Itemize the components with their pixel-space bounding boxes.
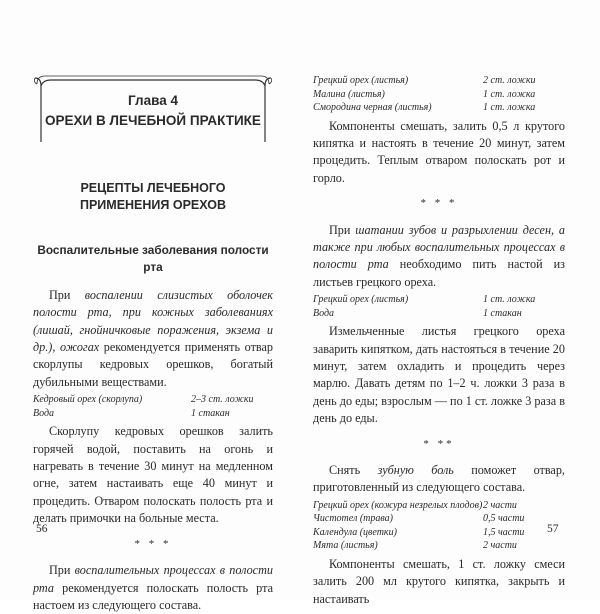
left-page: [33, 72, 273, 614]
ingredient-name: Вода: [33, 407, 55, 419]
recipe-row: [313, 512, 565, 526]
paragraph: [313, 222, 565, 292]
section-title-line2: ПРИМЕНЕНИЯ ОРЕХОВ: [79, 198, 227, 212]
ingredient-name: Кедровый орех (скорлупа): [33, 394, 143, 406]
page-number-left: 56: [36, 523, 48, 535]
ingredient-name: Смородина черная (листья): [313, 102, 432, 113]
ingredient-qty: 1 стакан: [191, 407, 230, 419]
text-run: При: [329, 222, 356, 237]
subsection-title: Воспалительные заболевания полости рта: [37, 243, 269, 275]
section-divider: * * *: [134, 537, 172, 550]
text-run: При: [49, 563, 75, 578]
recipe-row: [313, 526, 565, 540]
ingredient-name: Грецкий орех (листья): [313, 75, 409, 86]
ingredient-name: Грецкий орех (листья): [313, 294, 409, 306]
ingredient-qty: 1 стакан: [483, 307, 522, 319]
ingredient-name: Календула (цветки): [313, 526, 397, 538]
paragraph: Компоненты смешать, 1 ст. ложку смеси залить 200 мл крутого кипятка, закрыть и настаивать: [313, 556, 565, 606]
recipe-list: [313, 293, 565, 320]
section-title-line1: РЕЦЕПТЫ ЛЕЧЕБНОГО: [80, 181, 226, 195]
chapter-banner: [33, 72, 273, 142]
recipe-row: [33, 393, 273, 407]
ingredient-qty: 1,5 части: [483, 526, 525, 538]
paragraph: Измельченные листья грецкого ореха заварить кипятком, дать настояться в течение 20 минут, затем охладить и процедить через марлю. Давать детям по 1–2 ч. ложки 3 раза в день до еды; взрослым — по 1 ст. ложке 3 раза в день до еды.: [313, 324, 565, 426]
ingredient-name: Вода: [313, 307, 335, 319]
text-run: необходимо пить настой из листьев грецкого ореха.: [313, 257, 565, 289]
recipe-list: [33, 393, 273, 420]
text-run: Снять: [329, 463, 378, 477]
text-run-italic: зубную боль: [377, 463, 454, 477]
ingredient-qty: 2 части: [483, 540, 517, 552]
ingredient-qty: 1 ст. ложка: [483, 88, 536, 100]
recipe-list: [313, 499, 565, 553]
ingredient-qty: 2 части: [483, 499, 517, 511]
text-run-italic: шатании зубов и разрыхлении десен, а также при любых воспалительных процессах в полости рта: [313, 222, 566, 272]
section-divider: * **: [423, 437, 455, 450]
section-divider: * * *: [420, 197, 458, 210]
text-run: поможет отвар, приготовленный из следующего состава.: [313, 463, 565, 495]
text-run-italic: воспалении слизистых оболочек полости рта, при кожных заболеваниях (лишай, гнойничковые поражения, экзема и др.), ожогах: [33, 287, 274, 355]
ingredient-name: Чистотел (трава): [313, 513, 393, 525]
paragraph: Скорлупу кедровых орешков залить горячей водой, поставить на огонь и нагревать в течение 30 минут на медленном огне, затем настаивать еще 40 минут и процедить. Отваром полоскать полость рта и делать примочки на больные места.: [33, 424, 273, 526]
recipe-row: [313, 539, 565, 553]
section-title: [33, 180, 273, 214]
text-run: рекомендуется полоскать полость рта настоем из следующего состава.: [33, 580, 273, 612]
ingredient-name: Малина (листья): [313, 88, 385, 100]
ingredient-qty: 1 ст. ложка: [483, 294, 536, 306]
ingredient-qty: 0,5 части: [483, 513, 525, 525]
chapter-title: ОРЕХИ В ЛЕЧЕБНОЙ ПРАКТИКЕ: [45, 113, 261, 128]
ingredient-name: Мята (листья): [313, 540, 378, 552]
recipe-row: [313, 307, 565, 321]
ingredient-qty: 2 ст. ложки: [483, 75, 536, 86]
paragraph: [313, 462, 565, 497]
recipe-row: [33, 407, 273, 421]
recipe-row: [313, 293, 565, 307]
ingredient-name: Грецкий орех (кожура незрелых плодов): [313, 499, 483, 511]
ingredient-qty: 1 ст. ложка: [483, 102, 536, 113]
paragraph: [33, 562, 273, 614]
right-page: [313, 74, 565, 608]
recipe-row: [313, 499, 565, 513]
recipe-list: [313, 74, 565, 115]
ingredient-qty: 2–3 ст. ложки: [191, 394, 254, 406]
paragraph: [33, 287, 273, 391]
text-run: рекомендуется применять отвар скорлупы кедровых орешков, богатый дубильными веществами.: [33, 340, 273, 389]
recipe-row: [313, 101, 565, 115]
text-run-italic: воспалительных процессах в полости рта: [33, 563, 273, 595]
chapter-number: Глава 4: [128, 93, 178, 108]
text-run: При: [49, 287, 85, 302]
page-number-right: 57: [547, 523, 559, 535]
recipe-row: [313, 74, 565, 88]
recipe-row: [313, 88, 565, 102]
paragraph: Компоненты смешать, залить 0,5 л крутого кипятка и настоять в течение 20 минут, затем процедить. Теплым отваром полоскать рот и горло.: [313, 118, 565, 185]
